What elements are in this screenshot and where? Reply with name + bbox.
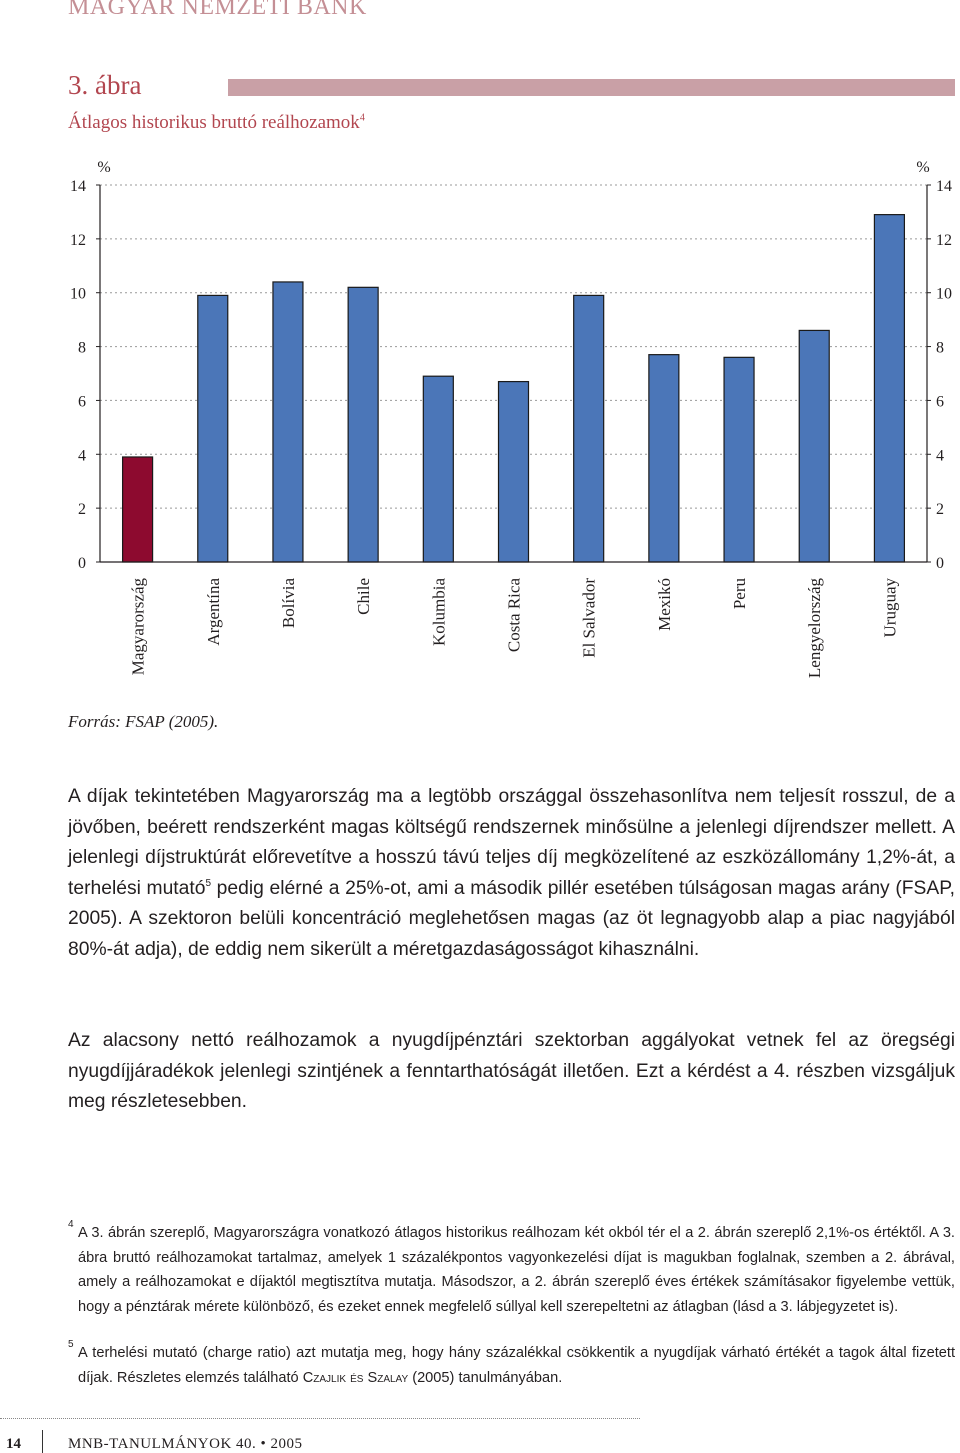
body-paragraph-2: Az alacsony nettó reálhozamok a nyugdíjpénztári szektorban aggályokat vetnek fel az öregségi nyugdíjjáradékok jelenlegi szintjének a fenntarthatóságát illetően. Ezt a kérdést a 4. részben vizsgáljuk meg részletesebben. — [68, 1030, 955, 1112]
x-tick-label: Costa Rica — [504, 578, 524, 653]
x-tick-label: Mexikó — [654, 578, 674, 631]
y-tick-label-right: 6 — [936, 393, 944, 411]
y-axis-unit-left: % — [97, 159, 111, 176]
body-paragraph-1 — [68, 782, 955, 965]
x-tick-label: Chile — [354, 578, 374, 615]
y-tick-label-left: 0 — [78, 555, 86, 572]
x-tick-label: Bolívia — [278, 578, 298, 629]
x-tick-label: Argentína — [203, 578, 223, 646]
footnote-5-text-b: (2005) tanulmányában. — [408, 1369, 563, 1386]
publication-title: MNB-TANULMÁNYOK 40. • 2005 — [68, 1436, 303, 1452]
bar — [123, 457, 153, 562]
y-tick-label-left: 4 — [78, 447, 86, 465]
body-paragraph-1-text-a: A díjak tekintetében Magyarország ma a legtöbb országgal összehasonlítva nem teljesít rosszul, de a jövőben, beérett rendszerként magas költségű rendszernek minősülne a jelenlegi díjrendszer mellett. A jelenlegi díjstruktúrát előrevetítve a hosszú távú teljes díj megközelítené az eszközállomány 1,2%-át, a terhelési mutató — [68, 786, 955, 899]
bar — [649, 355, 679, 562]
figure-source: Forrás: FSAP (2005). — [68, 712, 219, 731]
bar — [273, 282, 303, 562]
publisher-header: MAGYAR NEMZETI BANK — [68, 0, 367, 20]
y-tick-label-left: 10 — [70, 285, 86, 303]
bar — [724, 357, 754, 562]
footer-rule — [0, 1418, 640, 1419]
bar — [574, 295, 604, 562]
x-tick-label: El Salvador — [579, 578, 599, 658]
x-tick-label: Uruguay — [880, 578, 900, 638]
figure-number: 3. ábra — [68, 70, 142, 100]
footnote-5-text-a: A terhelési mutató (charge ratio) azt mutatja meg, hogy hány százalékkal csökkentik a nyugdíjak várható értékét a tagok által fizetett díjak. Részletes elemzés található — [78, 1345, 955, 1386]
y-tick-label-left: 14 — [70, 178, 86, 195]
x-tick-label: Kolumbia — [429, 578, 449, 646]
y-tick-label-right: 0 — [936, 555, 944, 572]
y-tick-label-right: 2 — [936, 501, 944, 519]
figure-title — [68, 112, 365, 134]
bar — [499, 382, 529, 562]
bar — [423, 376, 453, 562]
y-axis-unit-right: % — [916, 159, 930, 176]
y-tick-label-left: 8 — [78, 339, 86, 357]
bars — [123, 215, 905, 562]
footnote-5-mark: 5 — [68, 1339, 74, 1350]
body-paragraph-1-text-b: pedig elérné a 25%-ot, ami a második pillér esetében túlságosan magas arány (FSAP, 2005). A szektoron belüli koncentráció meglehetősen magas (az öt legnagyobb alap a piac nagyjából 80%-át adja), de eddig nem sikerült a méretgazdaságosságot kihasználni. — [68, 877, 955, 960]
bar — [799, 330, 829, 562]
footnote-4-mark: 4 — [68, 1219, 74, 1230]
figure-title-bar — [228, 79, 955, 96]
y-tick-label-right: 8 — [936, 339, 944, 357]
y-tick-label-right: 4 — [936, 447, 944, 465]
x-tick-label: Peru — [730, 578, 750, 610]
bar — [198, 295, 228, 562]
y-tick-label-left: 2 — [78, 501, 86, 519]
footnote-5-author: Czajlik és Szalay — [302, 1369, 409, 1386]
y-tick-label-right: 10 — [936, 285, 952, 303]
y-tick-label-right: 12 — [936, 231, 952, 249]
x-tick-label: Lengyelország — [805, 578, 825, 679]
footer-separator — [42, 1430, 43, 1453]
figure-title-footnote-ref: 4 — [359, 112, 365, 124]
y-tick-label-right: 14 — [936, 178, 952, 195]
page-number: 14 — [6, 1436, 21, 1452]
bar — [874, 215, 904, 562]
bar-chart — [0, 140, 960, 700]
bar — [348, 287, 378, 562]
footnote-4: A 3. ábrán szereplő, Magyarországra vonatkozó átlagos historikus reálhozam két okból tér el a 2. ábrán szereplő 2,1%-os értéktől. A 3. ábra bruttó reálhozamokat tartalmaz, amelyek 1 százalékpontos vagyonkezelési díjat is magukban foglalnak, szemben a 2. ábrával, amely a reálhozamokat e díjaktól megtisztítva mutatja. Másodszor, a 2. ábrán szereplő éves értékek számításakor figyelembe vettük, hogy a pénztárak mérete különböző, és ezeket ennek megfelelő súllyal kell szerepeltetni az átlagban (lásd a 3. lábjegyzetet is). — [78, 1225, 955, 1315]
x-tick-label: Magyarország — [128, 578, 148, 676]
footnote-5 — [78, 1341, 955, 1390]
footnote-ref-5: 5 — [205, 877, 212, 889]
y-tick-label-left: 12 — [70, 231, 86, 249]
x-tick-labels — [129, 578, 900, 679]
figure-title-text: Átlagos historikus bruttó reálhozamok — [68, 112, 360, 133]
y-tick-label-left: 6 — [78, 393, 86, 411]
